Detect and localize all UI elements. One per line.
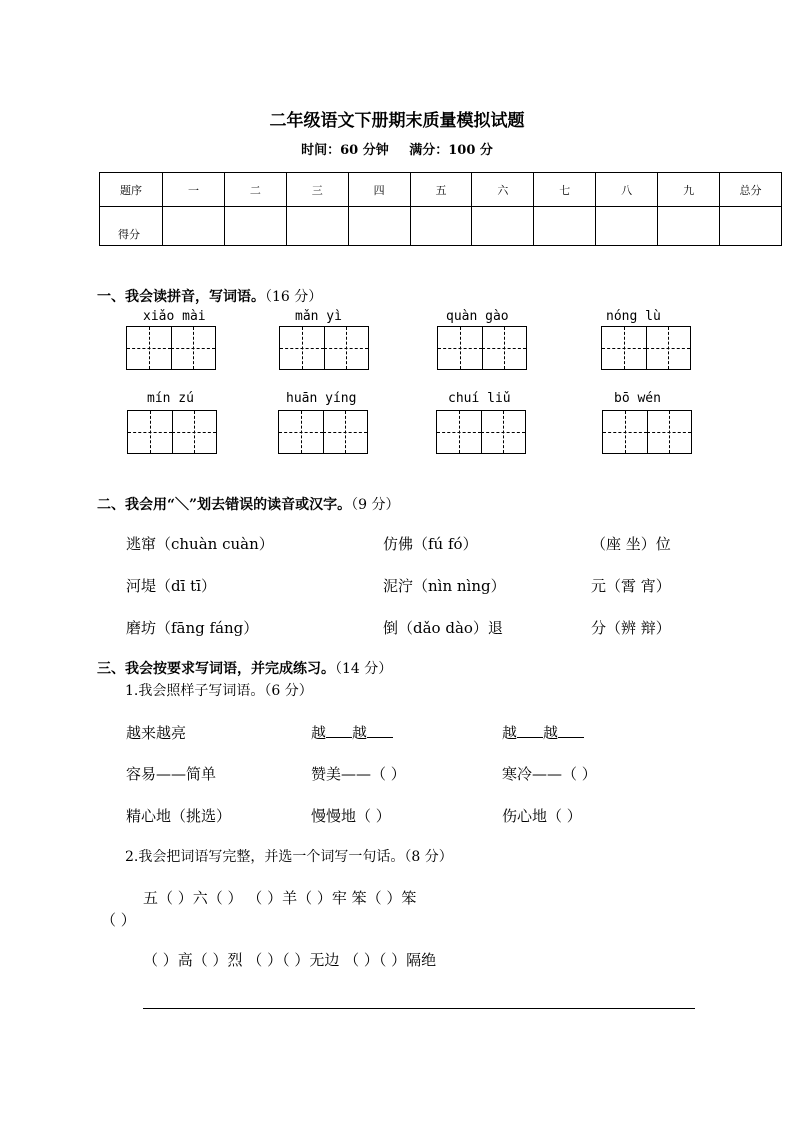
character-item[interactable]: 元（霄 宵） (591, 577, 671, 595)
score-table-header-cell: 二 (224, 173, 286, 207)
writing-grid[interactable] (126, 326, 216, 370)
section3-sub2: 2.我会把词语写完整，并选一个词写一句话。（8 分） (125, 849, 453, 865)
score-table-header-cell: 总分 (720, 173, 782, 207)
adverb-fill[interactable]: 慢慢地（ ） (311, 807, 391, 825)
section2-heading-text: 二、我会用“＼”划去错误的读音或汉字。 (97, 497, 352, 513)
section1-heading (97, 286, 322, 306)
score-cell[interactable] (720, 207, 782, 246)
adverb-fill[interactable]: 伤心地（ ） (502, 807, 582, 825)
blank[interactable] (517, 723, 543, 738)
pronunciation-item[interactable]: 倒（dǎo dào）退 (383, 619, 503, 637)
pinyin-label: quàn gào (446, 309, 509, 324)
writing-grid[interactable] (602, 410, 692, 454)
idiom-fill-row[interactable]: （ ）高（ ）烈 （ ）（ ）无边 （ ）（ ）隔绝 (143, 951, 437, 969)
score-table-header-cell: 五 (410, 173, 472, 207)
exam-time: 时间：60 分钟 (301, 143, 389, 158)
pronunciation-item[interactable]: 泥泞（nìn nìng） (383, 577, 506, 595)
score-cell[interactable] (410, 207, 472, 246)
example-adverb: 精心地（挑选） (126, 807, 232, 825)
section2-heading (97, 494, 399, 514)
pronunciation-item[interactable]: 仿佛（fú fó） (383, 535, 478, 553)
score-table-header-cell: 四 (348, 173, 410, 207)
writing-grid[interactable] (436, 410, 526, 454)
example-word: 越来越亮 (126, 724, 187, 742)
blank[interactable] (558, 723, 584, 738)
score-cell[interactable] (596, 207, 658, 246)
pinyin-label: mín zú (147, 391, 194, 406)
section1-points: （16 分） (265, 289, 323, 305)
score-cell[interactable] (286, 207, 348, 246)
pinyin-label: xiǎo mài (143, 309, 206, 324)
pattern-char: 越 (352, 724, 368, 742)
sentence-writing-line[interactable] (143, 1008, 695, 1009)
antonym-fill[interactable]: 赞美——（ ） (311, 765, 406, 783)
character-item[interactable]: （座 坐）位 (591, 535, 671, 553)
pronunciation-item[interactable]: 磨坊（fāng fáng） (126, 619, 259, 637)
exam-info (0, 139, 794, 158)
page-title: 二年级语文下册期末质量模拟试题 (269, 111, 525, 131)
exam-total-score: 满分：100 分 (409, 143, 493, 158)
writing-grid[interactable] (127, 410, 217, 454)
score-table-header-row (100, 173, 782, 207)
pattern-char: 越 (543, 724, 559, 742)
score-table-header-cell: 一 (163, 173, 225, 207)
idiom-fill-row[interactable]: 五（ ）六（ ） （ ）羊（ ）牢 笨（ ）笨 (143, 889, 417, 907)
fill-pattern[interactable] (502, 722, 584, 743)
score-table-header-cell: 七 (534, 173, 596, 207)
score-cell[interactable] (658, 207, 720, 246)
section3-heading-text: 三、我会按要求写词语，并完成练习。 (97, 661, 335, 677)
score-table (99, 172, 782, 246)
pattern-char: 越 (502, 724, 518, 742)
score-cell[interactable] (224, 207, 286, 246)
section3-heading (97, 658, 392, 678)
writing-grid[interactable] (278, 410, 368, 454)
pronunciation-item[interactable]: 逃窜（chuàn cuàn） (126, 535, 274, 553)
pinyin-label: chuí liǔ (448, 391, 511, 406)
section3-sub1: 1.我会照样子写词语。（6 分） (125, 683, 313, 699)
pinyin-label: huān yíng (286, 391, 357, 406)
pattern-char: 越 (311, 724, 327, 742)
score-cell[interactable] (163, 207, 225, 246)
pinyin-label: bō wén (614, 391, 661, 406)
antonym-fill[interactable]: 寒冷——（ ） (502, 765, 597, 783)
section1-heading-text: 一、我会读拼音，写词语。 (97, 289, 265, 305)
score-table-header-cell: 三 (286, 173, 348, 207)
idiom-fill-row-wrap[interactable]: （ ） (101, 911, 136, 929)
score-cell[interactable] (472, 207, 534, 246)
score-table-score-row (100, 207, 782, 246)
score-table-header-cell: 六 (472, 173, 534, 207)
score-table-header-cell: 题序 (100, 173, 163, 207)
pinyin-label: nóng lù (606, 309, 661, 324)
writing-grid[interactable] (279, 326, 369, 370)
fill-pattern[interactable] (311, 722, 393, 743)
score-cell[interactable] (534, 207, 596, 246)
character-item[interactable]: 分（辨 辩） (591, 619, 671, 637)
pinyin-label: mǎn yì (295, 309, 342, 324)
writing-grid[interactable] (437, 326, 527, 370)
score-cell[interactable] (348, 207, 410, 246)
writing-grid[interactable] (601, 326, 691, 370)
blank[interactable] (367, 723, 393, 738)
score-table-header-cell: 九 (658, 173, 720, 207)
score-table-row-label: 得分 (100, 207, 163, 246)
score-table-header-cell: 八 (596, 173, 658, 207)
blank[interactable] (326, 723, 352, 738)
pronunciation-item[interactable]: 河堤（dī tī） (126, 577, 216, 595)
example-antonym: 容易——简单 (126, 765, 217, 783)
section2-points: （9 分） (351, 497, 400, 513)
section3-points: （14 分） (335, 661, 393, 677)
